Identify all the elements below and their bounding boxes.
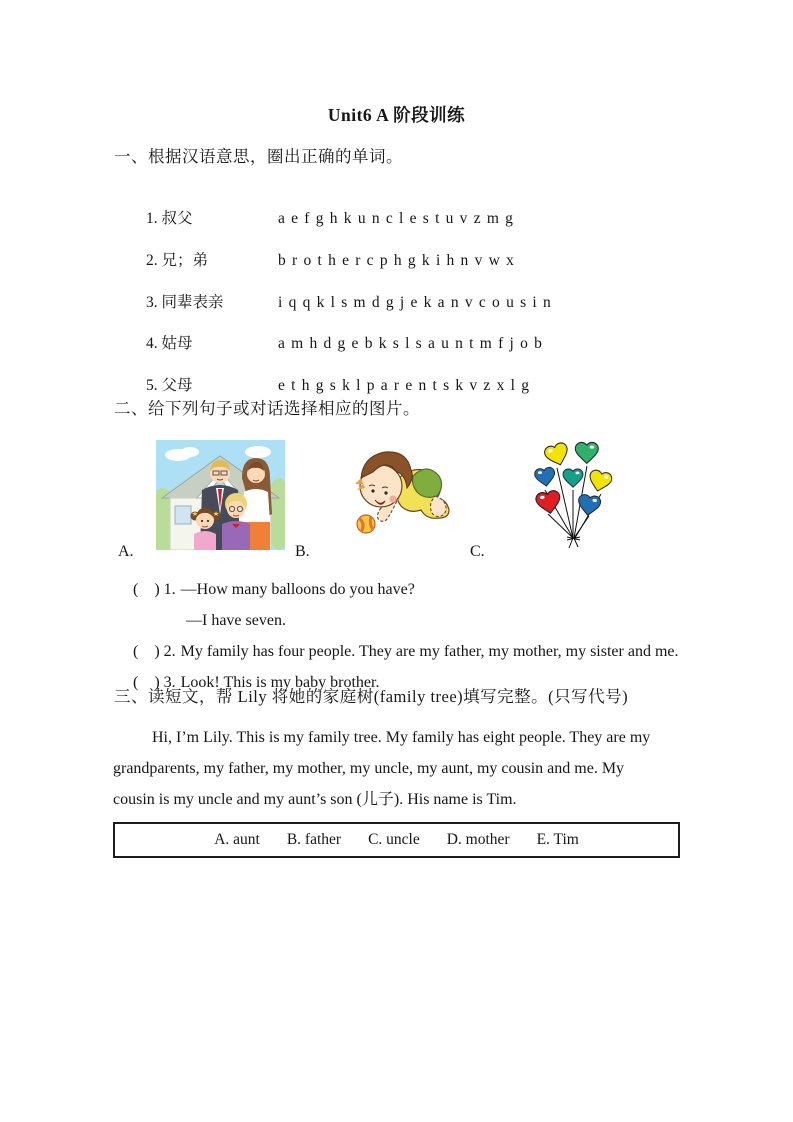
option-c: C. uncle [368, 831, 420, 848]
section3-heading: 三、读短文，帮 Lily 将她的家庭树(family tree)填写完整。(只写代号) [114, 687, 629, 706]
word-item-2-label: 2. 兄；弟 [146, 252, 209, 270]
answer-blank-3: ( ) 3. [133, 674, 176, 692]
page-title: Unit6 A 阶段训练 [327, 105, 466, 125]
question-1-reply-text: —I have seven. [186, 612, 286, 630]
word-item-4-label: 4. 姑母 [146, 335, 193, 353]
family-photo-image [156, 440, 285, 550]
answer-blank-1: ( ) 1. [133, 581, 176, 599]
question-1-text: —How many balloons do you have? [180, 581, 415, 599]
word-item-4-letters: a m h d g e b k s l s a u n t m f j o b [278, 335, 544, 353]
word-item-2-letters: b r o t h e r c p h g k i h n v w x [278, 252, 516, 270]
word-item-5-letters: e t h g s k l p a r e n t s k v z x l g [278, 377, 531, 395]
picture-label-b: B. [295, 543, 310, 560]
option-d: D. mother [446, 831, 510, 848]
answer-options-box [113, 822, 680, 858]
section2-heading: 二、给下列句子或对话选择相应的图片。 [114, 399, 420, 418]
passage-line-2: grandparents, my father, my mother, my uncle, my aunt, my cousin and me. My [113, 760, 625, 777]
word-item-3-label: 3. 同辈表亲 [146, 294, 224, 312]
option-a: A. aunt [214, 831, 260, 848]
toy-ball [357, 515, 375, 533]
option-b: B. father [286, 831, 342, 848]
word-item-1-letters: a e f g h k u n c l e s t u v z m g [278, 210, 515, 228]
passage-line-1: Hi, I’m Lily. This is my family tree. My family has eight people. They are my [152, 729, 651, 746]
heart-balloons-image [531, 438, 619, 552]
crawling-baby-image [349, 444, 453, 544]
pictures-row [0, 432, 793, 558]
answer-blank-2: ( ) 2. [133, 643, 176, 661]
word-item-1-label: 1. 叔父 [146, 210, 193, 228]
question-3-text: Look! This is my baby brother. [180, 674, 380, 692]
section1-heading: 一、根据汉语意思，圈出正确的单词。 [114, 147, 403, 166]
option-e: E. Tim [536, 831, 579, 848]
picture-label-a: A. [118, 543, 134, 560]
passage-line-3: cousin is my uncle and my aunt’s son (儿子). His name is Tim. [113, 791, 517, 808]
picture-label-c: C. [470, 543, 485, 560]
question-2-text: My family has four people. They are my father, my mother, my sister and me. [180, 643, 679, 661]
word-item-5-label: 5. 父母 [146, 377, 193, 395]
word-item-3-letters: i q q k l s m d g j e k a n v c o u s i n [278, 294, 552, 312]
